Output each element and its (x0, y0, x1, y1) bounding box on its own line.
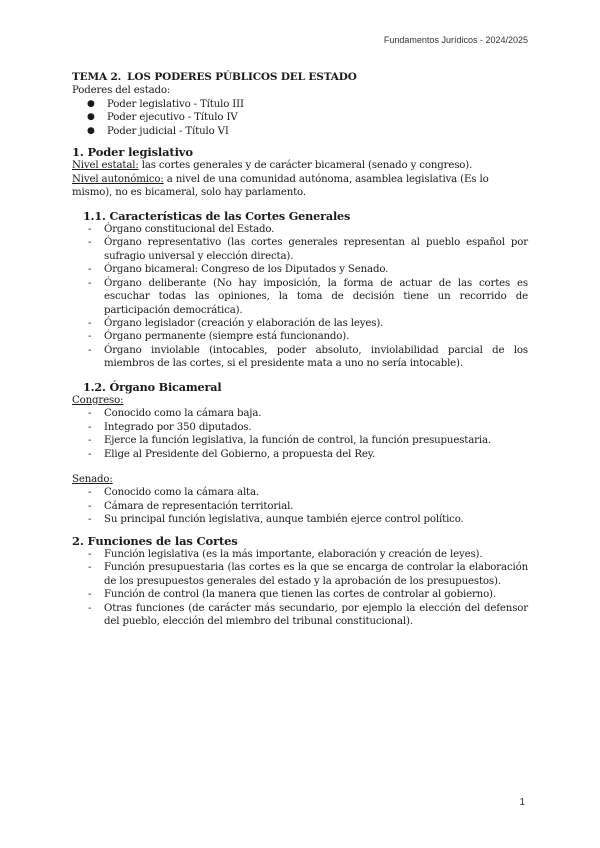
list-item: - Integrado por 350 diputados. (88, 421, 252, 433)
title-main: LOS PODERES PÚBLICOS DEL ESTADO (127, 71, 357, 83)
congreso-list (72, 407, 528, 461)
document-body (72, 71, 528, 628)
intro-text: Poderes del estado: (72, 85, 171, 97)
bullet-icon: ● (87, 98, 95, 109)
title-prefix: TEMA 2. (72, 71, 122, 83)
paragraph-nivel-autonomico: Nivel autonómico: a nivel de una comunidad autónoma, asamblea legislativa (Es lo mismo), no es bicameral, solo hay parlamento. (72, 173, 489, 199)
list-item: - Función legislativa (es la más importante, elaboración y creación de leyes). (88, 549, 483, 560)
list-item: - Función presupuestaria (las cortes es la que se encarga de controlar la elaboración de los presupuestos generales del estado y la aprobación de los presupuestos). (88, 562, 528, 587)
list-item: - Cámara de representación territorial. (88, 500, 294, 512)
list-item: - Elige al Presidente del Gobierno, a propuesta del Rey. (88, 448, 376, 460)
bullet-icon: ● (87, 125, 95, 136)
paragraph-nivel-estatal: Nivel estatal: las cortes generales y de carácter bicameral (senado y congreso). (72, 160, 473, 172)
label-nivel-autonomico: Nivel autonómico: (72, 173, 164, 185)
list-item: - Órgano constitucional del Estado. (88, 224, 275, 236)
list-item: - Su principal función legislativa, aunque también ejerce control político. (88, 514, 464, 526)
list-item: - Conocido como la cámara baja. (88, 408, 262, 420)
section-heading-1-2: 1.2. Órgano Bicameral (83, 379, 222, 394)
list-item: - Órgano permanente (siempre está funcionando). (88, 331, 350, 343)
bullet-icon: ● (87, 112, 95, 123)
senado-list (72, 486, 528, 526)
document-title (72, 71, 528, 84)
list-item: - Órgano representativo (las cortes generales representan al pueblo español por sufragio universal y elección directa). (88, 237, 528, 262)
functions-list (72, 548, 528, 628)
section-heading-1: 1. Poder legislativo (72, 145, 193, 160)
powers-list (72, 98, 528, 138)
label-nivel-estatal: Nivel estatal: (72, 160, 139, 172)
list-item: - Ejerce la función legislativa, la función de control, la función presupuestaria. (88, 435, 492, 447)
page-header: Fundamentos Jurídicos - 2024/2025 (383, 35, 528, 45)
list-item: - Órgano legislador (creación y elaboración de las leyes). (88, 317, 384, 329)
list-item: - Órgano inviolable (intocables, poder absoluto, inviolabilidad parcial de los miembros de las cortes, si el presidente mata a uno no sería intocable). (88, 344, 528, 370)
section-heading-1-1: 1.1. Características de las Cortes Generales (83, 208, 351, 223)
characteristics-list (72, 223, 528, 370)
section-heading-2: 2. Funciones de las Cortes (72, 533, 238, 548)
label-senado: Senado: (72, 473, 113, 485)
page-number: 1 (519, 797, 525, 808)
label-congreso: Congreso: (72, 394, 124, 406)
list-item: - Órgano deliberante (No hay imposición, la forma de actuar de las cortes es escuchar todas las opiniones, la toma de decisión tiene un recorrido de participación democrática). (88, 277, 528, 316)
list-item: - Función de control (la manera que tienen las cortes de controlar al gobierno). (88, 589, 496, 601)
list-item: - Conocido como la cámara alta. (88, 487, 260, 499)
list-item: - Otras funciones (de carácter más secundario, por ejemplo la elección del defensor del pueblo, elección del miembro del tribunal constitucional). (88, 602, 528, 628)
list-item: - Órgano bicameral: Congreso de los Diputados y Senado. (88, 264, 389, 276)
list-item: ● Poder legislativo - Título III (87, 98, 244, 110)
list-item: ● Poder judicial - Título VI (87, 125, 229, 137)
list-item: ● Poder ejecutivo - Título IV (87, 112, 238, 124)
